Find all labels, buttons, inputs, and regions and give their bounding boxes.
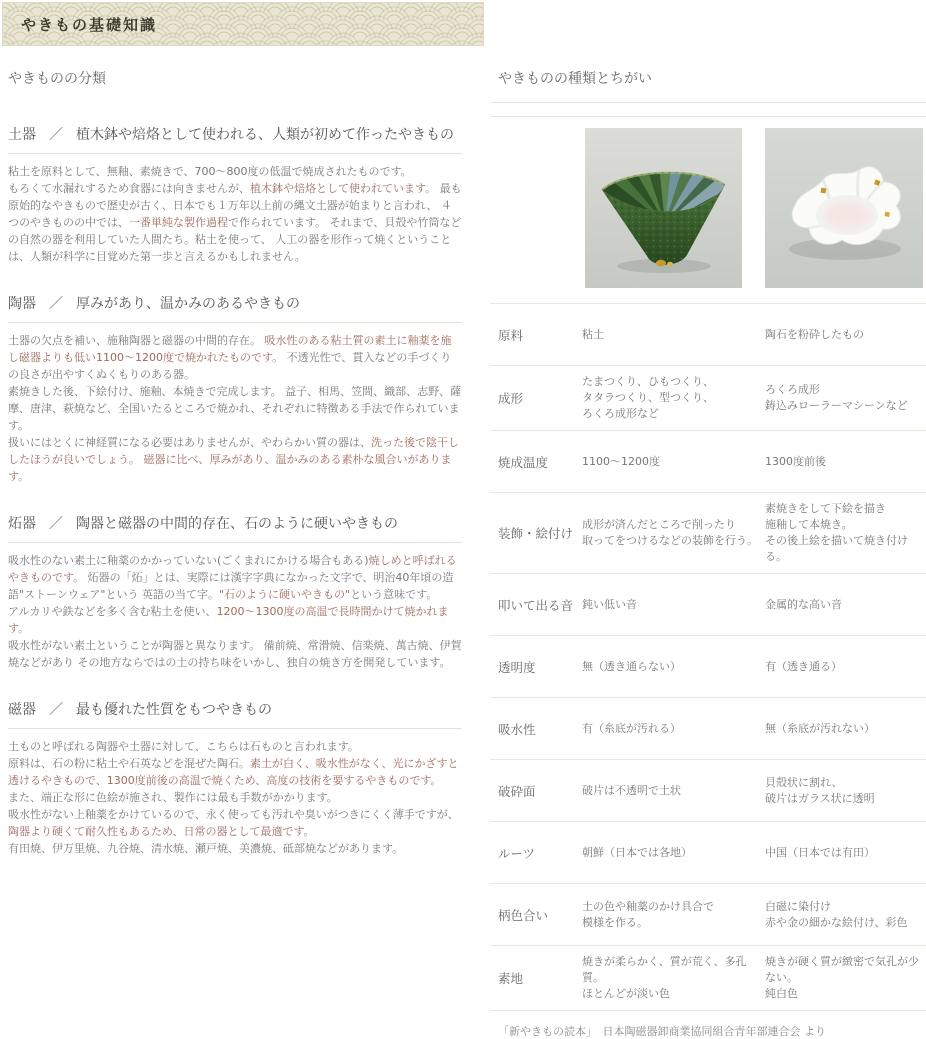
text-segment: 有田焼、伊万里焼、九谷焼、清水焼、瀬戸焼、美濃焼、砥部焼などがあります。 (8, 842, 404, 855)
section-paragraph (8, 552, 462, 671)
row-value-pottery: 成形が済んだところで削ったり 取ってをつけるなどの装飾を行う。 (582, 518, 758, 547)
table-row (490, 697, 926, 759)
classification-section (8, 699, 462, 857)
section-slash: ／ (49, 127, 63, 143)
classification-section (8, 513, 462, 671)
text-segment: また、端正な形に色絵が施され、製作には最も手数がかかります。 (8, 791, 338, 804)
section-subtitle: 厚みがあり、温かみのあるやきもの (76, 296, 300, 312)
text-segment: 不透光性で、貫入などの手づくりの良さが出やすくぬくもりのある器。 (8, 351, 452, 381)
section-title (8, 699, 462, 729)
row-value-porcelain: 1300度前後 (765, 454, 826, 468)
row-value-pottery: 土の色や釉薬のかけ具合で 模様を作る。 (582, 899, 714, 929)
table-row (490, 430, 926, 492)
row-value-pottery: 1100〜1200度 (582, 454, 660, 468)
row-label: 破砕面 (498, 783, 536, 799)
row-value-pottery: 無（透き通らない） (582, 659, 681, 673)
comparison-heading: やきものの種類とちがい (490, 60, 926, 103)
row-value-porcelain: 貝殻状に割れ、 破片はガラス状に透明 (765, 775, 875, 805)
section-subtitle: 陶器と磁器の中間的存在、石のように硬いやきもの (76, 516, 398, 532)
table-row (490, 883, 926, 945)
table-row (490, 759, 926, 821)
row-label: 叩いて出る音 (498, 597, 574, 613)
text-segment: 吸水性がない素土ということが陶器と異なります。 備前焼、常滑焼、信楽焼、萬古焼、伊賀焼などがあり その地方ならではの土の持ち味をいかし、独自の焼き方を開発しています。 (8, 639, 462, 669)
row-value-pottery: 有（糸底が汚れる） (582, 721, 681, 735)
row-value-pottery: 鈍い低い音 (582, 597, 637, 611)
text-segment: アルカリや鉄などを多く含む粘土を使い、 (8, 605, 217, 618)
text-segment: 洗った後で陰干ししたほうが良いでしょう。 (8, 436, 459, 466)
row-value-porcelain: 白磁に染付け 赤や金の細かな絵付け、彩色 (765, 899, 908, 929)
text-segment: 吸水性のある粘土質の素土に釉薬を施し磁器よりも低い1100〜1200度で焼かれたものです。 (8, 334, 452, 364)
row-label: 吸水性 (498, 721, 536, 737)
section-title (8, 293, 462, 323)
section-title (8, 513, 462, 543)
text-segment: 粘土を原料として、無釉、素焼きで、700〜800度の低温で焼成されたものです。 (8, 165, 412, 178)
comparison-photos (490, 116, 926, 303)
text-segment: 陶器より硬くて耐久性もあるため、日常の器として最適です。 (8, 825, 315, 838)
row-label: ルーツ (498, 845, 536, 861)
section-term: 土器 (8, 127, 36, 143)
text-segment: 扱いにはとくに神経質になる必要はありませんが、やわらかい質の器は、 (8, 436, 371, 449)
white-porcelain-dish-photo (765, 128, 923, 288)
classification-section (8, 293, 462, 485)
text-segment: 原料は、石の粉に粘土や石英などを混ぜた陶石。 (8, 757, 250, 770)
row-label: 透明度 (498, 659, 536, 675)
section-slash: ／ (49, 296, 63, 312)
row-value-porcelain: 素焼きをして下絵を描き 施釉して本焼き。 その後上絵を描いて焼き付ける。 (765, 502, 908, 563)
text-segment: という意味です。 (350, 588, 438, 601)
section-paragraph (8, 738, 462, 857)
section-term: 炻器 (8, 516, 36, 532)
text-segment: 植木鉢や焙烙として使われています (250, 182, 426, 195)
table-row (490, 573, 926, 635)
section-slash: ／ (49, 702, 63, 718)
text-segment: 吸水性のない素土に釉薬のかかっていない(ごくまれにかける場合もある) (8, 554, 369, 567)
section-paragraph (8, 332, 462, 485)
text-segment: 素焼きした後、下絵付け、施釉、本焼きで完成します。 益子、相馬、笠間、織部、志野、薩摩、唐津、萩焼など、全国いたるところで焼かれ、それぞれに特徴ある手法で作られています。 (8, 385, 462, 432)
comparison-table (490, 303, 926, 1011)
classification-heading: やきものの分類 (8, 71, 106, 87)
row-value-pottery: 朝鮮（日本では各地） (582, 845, 692, 859)
row-value-pottery: 破片は不透明で土状 (582, 783, 681, 797)
table-row (490, 365, 926, 430)
text-segment: で作られています。 それまで、貝殻や竹筒などの自然の器を利用していた人間たち。粘土を使って、 人工の器を形作って焼くということは、人類が科学に目覚めた第一歩と言えるかもしれません。 (8, 216, 462, 263)
row-value-porcelain: 陶石を粉砕したもの (765, 327, 864, 341)
text-segment: 。 炻器の「炻」とは、実際には漢字字典になかった文字で、明治40年頃の造語"ストーンウェア"という 英語の当て字。 (8, 571, 454, 601)
source-credit: 「新やきもの読本」 日本陶磁器卸商業協同組合青年部連合会 より (498, 1025, 826, 1038)
text-segment: もろくて水漏れするため食器には向きませんが、 (8, 182, 250, 195)
row-value-pottery: 粘土 (582, 327, 604, 341)
row-label: 素地 (498, 971, 524, 986)
text-segment: 土ものと呼ばれる陶器や土器に対して、こちらは石ものと言われます。 (8, 740, 359, 753)
section-subtitle: 植木鉢や焙烙として使われる、人類が初めて作ったやきもの (76, 127, 454, 143)
text-segment: 素土が白く、吸水性がなく、光にかざすと透けるやきもので、1300度前後の高温で焼くため、高度の技術を要するやきものです。 (8, 757, 459, 787)
table-row (490, 821, 926, 883)
table-row (490, 945, 926, 1010)
row-value-porcelain: 焼きが硬く質が緻密で気孔が少ない。 純白色 (765, 955, 919, 1000)
table-row (490, 303, 926, 365)
row-label: 原料 (498, 327, 524, 343)
classification-section (8, 124, 462, 265)
row-value-porcelain: 中国（日本では有田） (765, 845, 875, 859)
text-segment: 。 最も原始的なやきもので歴史が古く、日本でも１万年以上前の縄文土器が始まりと言われ、 ４つのやきものの中では、 (8, 182, 462, 229)
row-value-porcelain: 金属的な高い音 (765, 597, 842, 611)
classification-sections (8, 124, 462, 857)
page-banner (2, 2, 484, 46)
text-segment: 一番単純な製作過程 (129, 216, 228, 229)
row-label: 焼成温度 (498, 454, 549, 470)
table-row (490, 492, 926, 573)
text-segment: 焼しめと呼ばれるやきものです (8, 554, 457, 584)
section-slash: ／ (49, 516, 63, 532)
page-title: やきもの基礎知識 (21, 15, 158, 34)
row-value-porcelain: 有（透き通る） (765, 659, 842, 673)
text-segment: "石のように硬いやきもの" (218, 588, 351, 601)
row-label: 成形 (498, 391, 524, 406)
row-value-pottery: 焼きが柔らかく、質が荒く、多孔質。 ほとんどが淡い色 (582, 955, 747, 1000)
text-segment: 1200〜1300度の高温で長時間かけて焼かれます。 (8, 605, 449, 635)
row-value-pottery: たまつくり、ひもつくり、 タタラつくり、型つくり、 ろくろ成形など (582, 375, 714, 420)
row-label: 柄色合い (498, 907, 549, 923)
section-term: 磁器 (8, 702, 36, 718)
text-segment: 土器の欠点を補い、施釉陶器と磁器の中間的存在。 (8, 334, 265, 347)
row-value-porcelain: ろくろ成形 鋳込みローラーマシーンなど (765, 383, 908, 412)
comparison-column (490, 60, 926, 1039)
classification-column (8, 60, 462, 857)
section-term: 陶器 (8, 296, 36, 312)
text-segment: 吸水性がない上釉薬をかけているので、永く使っても汚れや臭いがつきにくく薄手ですが、 (8, 808, 459, 821)
section-title (8, 124, 462, 154)
section-subtitle: 最も優れた性質をもつやきもの (76, 702, 272, 718)
section-paragraph (8, 163, 462, 265)
table-row (490, 635, 926, 697)
text-segment: 磁器に比べ、厚みがあり、温かみのある素朴な風合いがあります。 (8, 453, 452, 483)
row-label: 装飾・絵付け (498, 526, 574, 541)
oribe-green-bowl-photo (585, 128, 742, 288)
row-value-porcelain: 無（糸底が汚れない） (765, 721, 875, 735)
